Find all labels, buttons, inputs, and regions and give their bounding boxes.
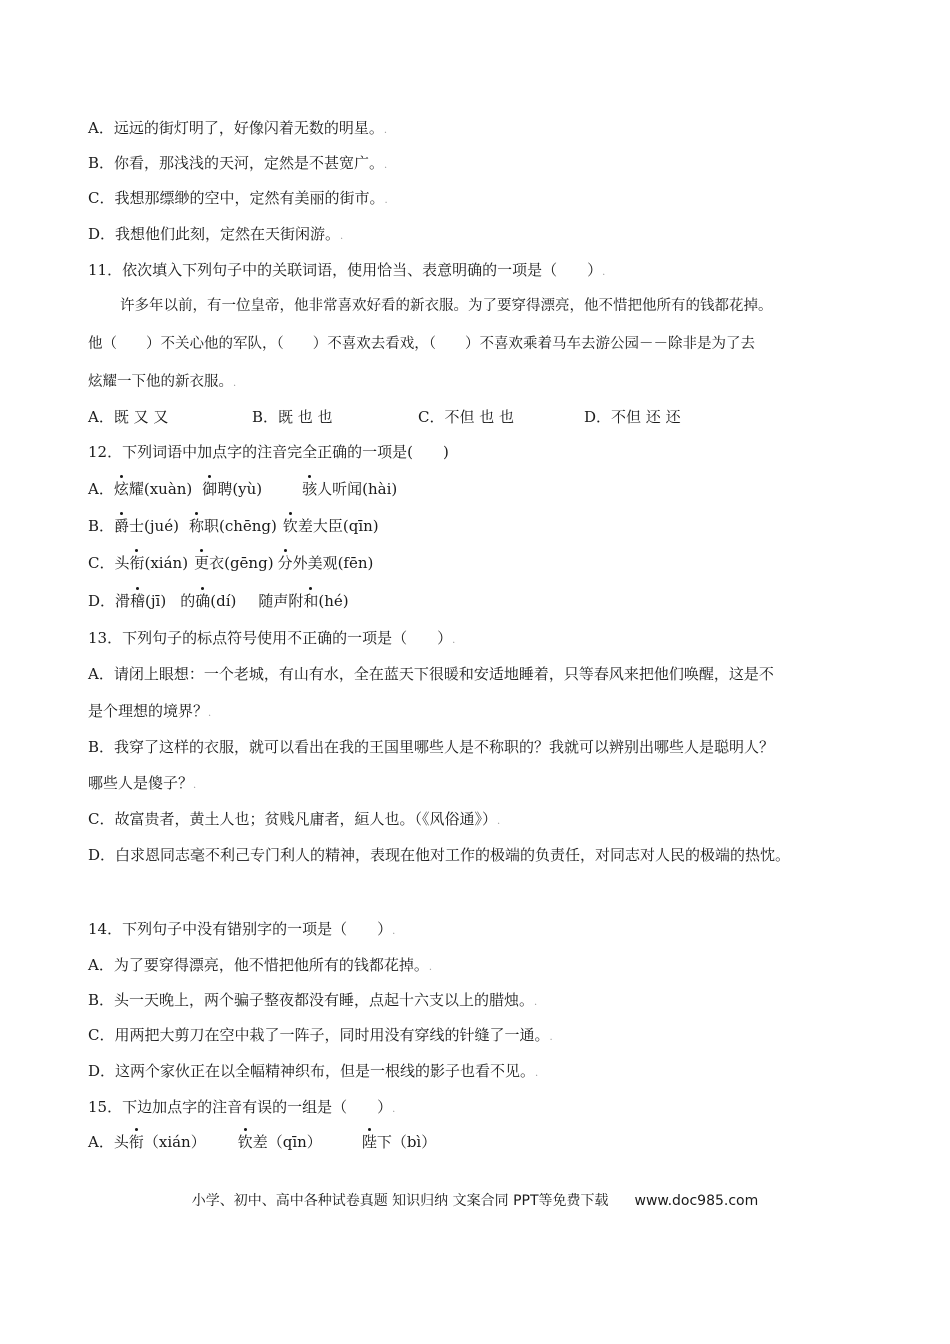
page-footer: [0, 1190, 950, 1210]
dotted-char: 确: [195, 592, 211, 610]
dotted-char: 陛: [361, 1133, 377, 1151]
q13-option-d: D．白求恩同志毫不利己专门利人的精神，表现在他对工作的极端的负责任，对同志对人民的极端的热忱。: [88, 846, 791, 864]
q14-option-c: C．用两把大剪刀在空中栽了一阵子，同时用没有穿线的针缝了一通。.: [88, 1026, 553, 1044]
q11-stem: 11．依次填入下列句子中的关联词语，使用恰当、表意明确的一项是（ ）.: [88, 261, 606, 279]
dotted-char: 称: [188, 517, 204, 535]
dotted-char: 炫: [113, 480, 129, 498]
q11-passage-line1: 许多年以前，有一位皇帝，他非常喜欢好看的新衣服。为了要穿得漂亮，他不惜把他所有的钱都花掉。: [120, 298, 773, 314]
q10-option-d: D．我想他们此刻，定然在天街闲游。.: [88, 225, 344, 243]
dotted-char: 钦: [237, 1133, 253, 1151]
dotted-char: 稽: [130, 592, 146, 610]
q11-option-d: D．不但 还 还: [584, 408, 681, 426]
dotted-char: 钦: [282, 517, 298, 535]
q12-option-c: C．头衔(xián) 更衣(gēng) 分外美观(fēn): [88, 554, 374, 572]
q14-option-b: B．头一天晚上，两个骗子整夜都没有睡，点起十六支以上的腊烛。.: [88, 991, 538, 1009]
q12-stem: 12．下列词语中加点字的注音完全正确的一项是( ): [88, 443, 449, 461]
q11-passage-line3: 炫耀一下他的新衣服。.: [88, 374, 237, 390]
footer-text: 小学、初中、高中各种试卷真题 知识归纳 文案合同 PPT等免费下载: [191, 1193, 609, 1209]
q11-option-c: C．不但 也 也: [418, 408, 515, 426]
q11-option-b: B．既 也 也: [252, 408, 333, 426]
q12-option-a: A．炫耀(xuàn) 御聘(yù) 骇人听闻(hài): [88, 480, 398, 498]
q12-option-d: D．滑稽(jī) 的确(dí) 随声附和(hé): [88, 592, 349, 610]
dotted-char: 分: [277, 554, 293, 572]
q13-option-c: C．故富贵者，黄土人也；贫贱凡庸者，絙人也。（《风俗通》）.: [88, 810, 501, 828]
q15-option-a: A．头衔（xián） 钦差（qīn） 陛下（bì）: [88, 1133, 437, 1151]
q10-option-a: A．远远的街灯明了，好像闪着无数的明星。.: [88, 119, 388, 137]
q13-option-a-line1: A．请闭上眼想：一个老城，有山有水，全在蓝天下很暖和安适地睡着，只等春风来把他们唤醒，这是不: [88, 665, 774, 683]
dotted-char: 衔: [129, 554, 145, 572]
q14-option-d: D．这两个家伙正在以全幅精神织布，但是一根线的影子也看不见。.: [88, 1062, 539, 1080]
dotted-char: 衔: [128, 1133, 144, 1151]
q10-option-b: B．你看，那浅浅的天河，定然是不甚宽广。.: [88, 154, 388, 172]
q11-passage-line2: 他（ ）不关心他的军队，（ ）不喜欢去看戏，（ ）不喜欢乘着马车去游公园－－除非是为了去: [88, 336, 755, 352]
q13-option-b-line1: B．我穿了这样的衣服，就可以看出在我的王国里哪些人是不称职的？我就可以辨别出哪些人是聪明人？: [88, 738, 775, 756]
q10-option-c: C．我想那缥缈的空中，定然有美丽的街市。.: [88, 189, 388, 207]
q13-option-b-line2: 哪些人是傻子？.: [88, 774, 197, 792]
q11-option-a: A．既 又 又: [88, 408, 169, 426]
dotted-char: 更: [194, 554, 210, 572]
q13-stem: 13．下列句子的标点符号使用不正确的一项是（ ）.: [88, 629, 456, 647]
q11-options: [88, 407, 681, 427]
q12-option-b: B．爵士(jué) 称职(chēng) 钦差大臣(qīn): [88, 517, 379, 535]
dotted-char: 和: [303, 592, 319, 610]
q14-option-a: A．为了要穿得漂亮，他不惜把他所有的钱都花掉。.: [88, 956, 433, 974]
dotted-char: 爵: [114, 517, 130, 535]
footer-url[interactable]: www.doc985.com: [634, 1193, 759, 1209]
q13-option-a-line2: 是个理想的境界？.: [88, 702, 212, 720]
q14-stem: 14．下列句子中没有错别字的一项是（ ）.: [88, 920, 396, 938]
q15-stem: 15．下边加点字的注音有误的一组是（ ）.: [88, 1098, 396, 1116]
dotted-char: 骇: [302, 480, 318, 498]
dotted-char: 御: [202, 480, 218, 498]
